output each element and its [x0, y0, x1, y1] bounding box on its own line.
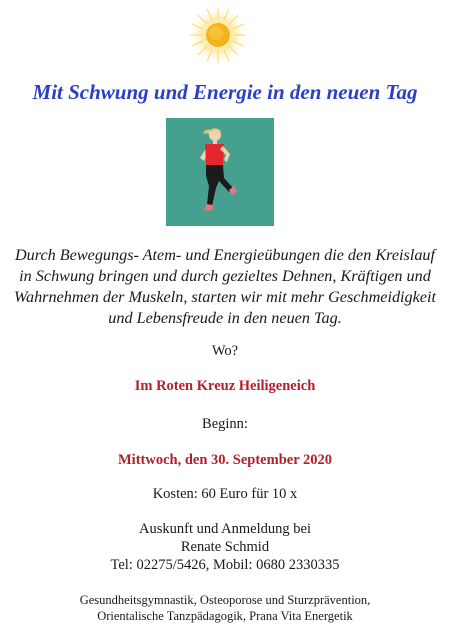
sun-icon — [188, 5, 248, 65]
where-label: Wo? — [211, 343, 239, 359]
contact-name: Renate Schmid — [180, 539, 270, 555]
cost-text: Kosten: 60 Euro für 10 x — [152, 486, 298, 502]
intro-paragraph: Durch Bewegungs- Atem- und Energieübungen die den Kreislauf in Schwung bringen und durch gezieltes Dehnen, Kräftigen und Wahrnehmen der Muskeln, starten wir mit mehr Geschmeidigkeit und Lebensfreude in den neuen Tag. — [13, 246, 436, 327]
runner-illustration — [166, 118, 274, 226]
start-date: Mittwoch, den 30. September 2020 — [118, 452, 332, 468]
contact-phone: Tel: 02275/5426, Mobil: 0680 2330335 — [110, 557, 340, 573]
start-label: Beginn: — [202, 416, 248, 432]
page-title: Mit Schwung und Energie in den neuen Tag — [32, 80, 418, 104]
footer-line-1: Gesundheitsgymnastik, Osteoporose und Sturzprävention, — [79, 593, 371, 607]
contact-heading: Auskunft und Anmeldung bei — [139, 521, 311, 537]
location-text: Im Roten Kreuz Heiligeneich — [134, 378, 316, 394]
footer-line-2: Orientalische Tanzpädagogik, Prana Vita Energetik — [97, 609, 353, 623]
